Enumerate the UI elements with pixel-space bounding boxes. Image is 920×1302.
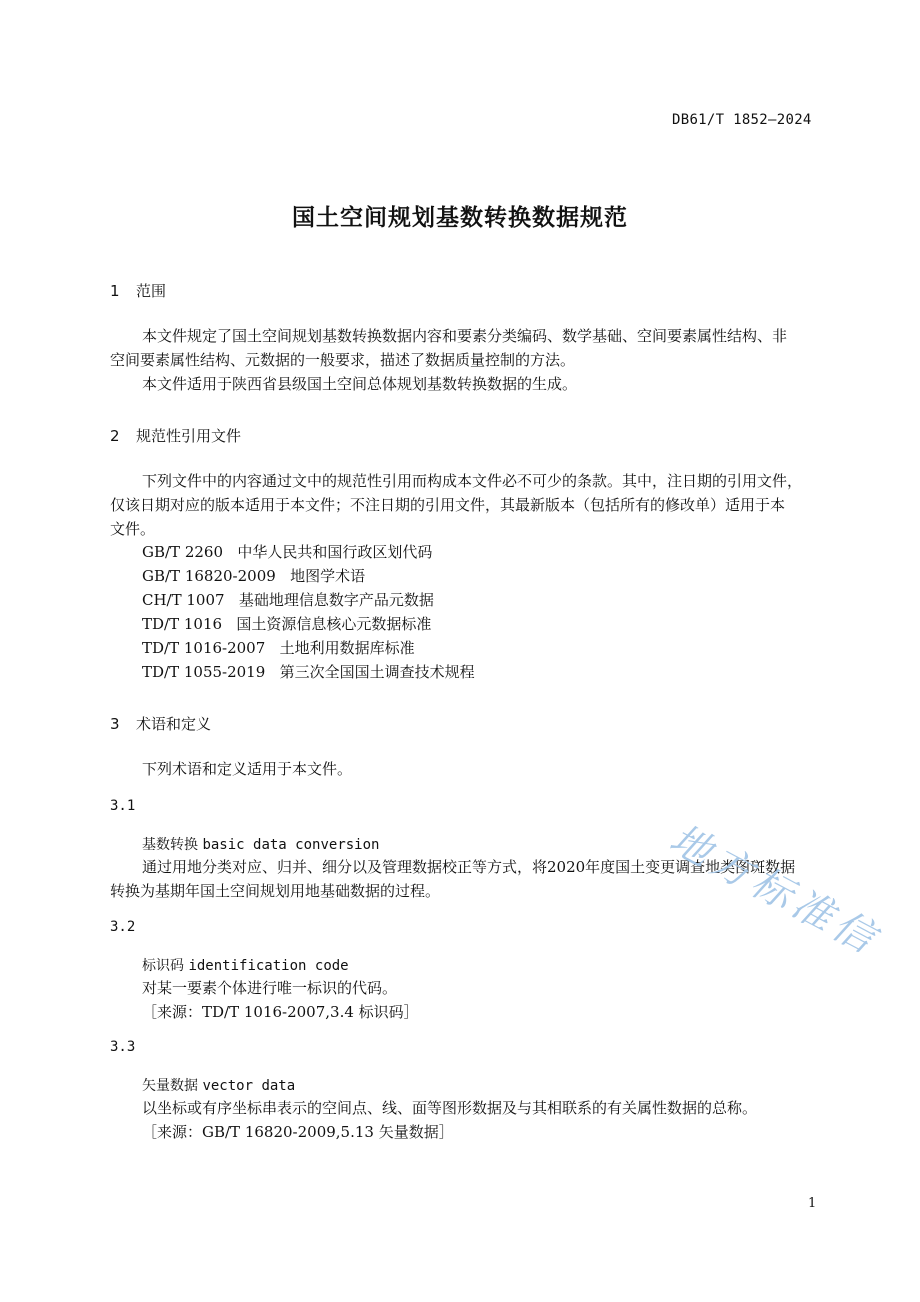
- term-english: basic data conversion: [202, 837, 380, 853]
- term-heading: [142, 1075, 295, 1095]
- term-name: 标识码: [142, 958, 184, 974]
- section-title: 术语和定义: [136, 715, 212, 733]
- reference-code: TD/T 1016-2007: [142, 639, 266, 657]
- reference-item: [142, 589, 434, 610]
- reference-title: 地图学术语: [290, 567, 366, 585]
- term-definition: 转换为基期年国土空间规划用地基础数据的过程。: [110, 882, 441, 900]
- reference-code: CH/T 1007: [142, 591, 225, 609]
- term-definition: 对某一要素个体进行唯一标识的代码。: [142, 979, 398, 997]
- reference-title: 基础地理信息数字产品元数据: [238, 591, 434, 609]
- term-name: 基数转换: [142, 837, 198, 853]
- term-name: 矢量数据: [142, 1078, 198, 1094]
- section-1-heading: [110, 280, 166, 301]
- reference-code: GB/T 16820-2009: [142, 567, 276, 585]
- reference-item: [142, 661, 475, 682]
- section-2-heading: [110, 425, 241, 446]
- watermark: 地方标准信: [662, 815, 887, 965]
- paragraph-line: 下列文件中的内容通过文中的规范性引用而构成本文件必不可少的条款。其中，注日期的引用文件，: [142, 472, 803, 490]
- term-number: 3.1: [110, 798, 136, 814]
- section-number: 3: [110, 715, 120, 733]
- term-number: 3.2: [110, 919, 136, 935]
- section-title: 规范性引用文件: [136, 427, 242, 445]
- section-number: 1: [110, 282, 120, 300]
- term-source: ［来源：GB/T 16820-2009,5.13 矢量数据］: [142, 1123, 454, 1141]
- reference-item: [142, 541, 432, 562]
- reference-title: 国土资源信息核心元数据标准: [236, 615, 432, 633]
- reference-item: [142, 637, 415, 658]
- reference-item: [142, 565, 365, 586]
- term-english: vector data: [202, 1078, 296, 1094]
- paragraph-line: 文件。: [110, 520, 156, 538]
- paragraph-line: 空间要素属性结构、元数据的一般要求，描述了数据质量控制的方法。: [110, 351, 576, 369]
- reference-code: TD/T 1016: [142, 615, 223, 633]
- reference-code: GB/T 2260: [142, 543, 224, 561]
- paragraph-line: 本文件适用于陕西省县级国土空间总体规划基数转换数据的生成。: [142, 375, 578, 393]
- term-source: ［来源：TD/T 1016-2007,3.4 标识码］: [142, 1003, 419, 1021]
- term-heading: [142, 955, 349, 975]
- paragraph-line: 下列术语和定义适用于本文件。: [142, 760, 353, 778]
- reference-title: 土地利用数据库标准: [279, 639, 415, 657]
- paragraph-line: 本文件规定了国土空间规划基数转换数据内容和要素分类编码、数学基础、空间要素属性结构、非: [142, 327, 788, 345]
- term-definition: 以坐标或有序坐标串表示的空间点、线、面等图形数据及与其相联系的有关属性数据的总称。: [142, 1099, 758, 1117]
- term-english: identification code: [188, 958, 349, 974]
- term-heading: [142, 834, 379, 854]
- reference-title: 中华人民共和国行政区划代码: [237, 543, 433, 561]
- term-number: 3.3: [110, 1039, 136, 1055]
- term-definition: 通过用地分类对应、归并、细分以及管理数据校正等方式，将2020年度国土变更调查地类图斑数据: [142, 858, 796, 876]
- reference-item: [142, 613, 431, 634]
- page-number: 1: [808, 1196, 817, 1211]
- section-title: 范围: [136, 282, 167, 300]
- section-number: 2: [110, 427, 120, 445]
- section-3-heading: [110, 713, 211, 734]
- document-code: DB61/T 1852—2024: [672, 112, 812, 128]
- reference-code: TD/T 1055-2019: [142, 663, 266, 681]
- page-title: 国土空间规划基数转换数据规范: [292, 205, 628, 231]
- reference-title: 第三次全国国土调查技术规程: [279, 663, 475, 681]
- paragraph-line: 仅该日期对应的版本适用于本文件；不注日期的引用文件，其最新版本（包括所有的修改单）适用于本: [110, 496, 786, 514]
